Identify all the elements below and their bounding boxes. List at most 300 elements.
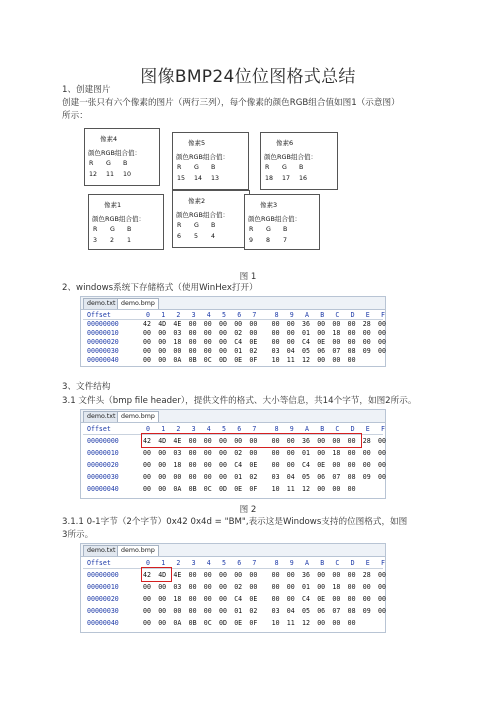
hex-byte[interactable]: 00 [203,329,212,337]
hex-byte[interactable]: 00 [143,338,151,346]
hex-byte[interactable]: 00 [271,583,280,591]
hex-byte[interactable]: 00 [143,619,151,627]
hex-byte[interactable]: 00 [158,595,167,603]
section-3-1-text: 3.1 文件头（bmp file header），提供文件的格式、大小等信息，共14个字节，如图2所示。 [62,396,417,406]
hex-byte[interactable]: 00 [286,320,295,328]
hex-byte[interactable]: 00 [271,437,280,445]
pixel-channel-label: B [211,164,216,171]
hex-byte[interactable]: 18 [332,583,341,591]
hex-byte[interactable]: 18 [173,595,182,603]
hex-byte[interactable]: C4 [302,595,310,603]
hex-byte[interactable]: 00 [378,338,386,346]
hex-byte[interactable]: 00 [158,356,167,364]
hex-row [81,347,385,356]
hex-byte[interactable]: 07 [332,347,341,355]
hex-byte[interactable]: 00 [203,461,212,469]
hex-byte[interactable]: 00 [203,607,212,615]
hex-column-label: 0 [146,311,150,319]
hex-byte[interactable]: 00 [286,329,295,337]
hex-byte[interactable]: 00 [286,595,295,603]
hex-byte[interactable]: 00 [158,485,167,493]
hex-byte[interactable]: 00 [249,320,258,328]
hex-byte[interactable]: 05 [302,607,310,615]
hex-row-offset: 00000040 [87,619,119,627]
hex-byte[interactable]: 00 [158,338,167,346]
hex-byte[interactable]: 00 [143,461,151,469]
hex-file-tab[interactable]: demo.bmp [117,545,159,556]
hex-file-tab[interactable]: demo.bmp [117,411,159,422]
hex-byte[interactable]: 00 [378,473,386,481]
hex-column-label: D [350,311,355,319]
hex-byte[interactable]: 42 [143,571,151,579]
hex-row [81,356,385,365]
hex-byte[interactable]: 07 [332,607,341,615]
hex-byte[interactable]: 00 [143,473,151,481]
hex-byte[interactable]: 00 [362,338,371,346]
hex-byte[interactable]: 00 [203,571,212,579]
hex-row-offset: 00000020 [87,338,119,346]
hex-byte[interactable]: 00 [347,485,356,493]
hex-byte[interactable]: 0B [188,485,197,493]
hex-column-label: 9 [289,425,294,433]
hex-byte[interactable]: 00 [271,329,280,337]
hex-byte[interactable]: 00 [249,449,258,457]
hex-byte[interactable]: 03 [271,347,280,355]
hex-byte[interactable]: 0E [249,595,258,603]
hex-byte[interactable]: 00 [173,473,182,481]
hex-byte[interactable]: 00 [347,449,356,457]
hex-byte[interactable]: 00 [188,461,197,469]
hex-byte[interactable]: 00 [219,583,227,591]
hex-byte[interactable]: 00 [317,320,326,328]
hex-byte[interactable]: 4D [158,571,167,579]
hex-byte[interactable]: 00 [249,437,258,445]
pixel-channel-label: R [89,160,94,167]
hex-byte[interactable]: 00 [173,607,182,615]
pixel-channel-value: 2 [110,237,115,244]
hex-byte[interactable]: 00 [332,595,341,603]
hex-byte[interactable]: 28 [362,320,371,328]
hex-byte[interactable]: 0B [188,356,197,364]
hex-file-tab[interactable]: demo.txt [83,411,119,422]
hex-byte[interactable]: 00 [378,437,386,445]
hex-byte[interactable]: 0E [249,461,258,469]
hex-byte[interactable]: 00 [378,347,386,355]
hex-byte[interactable]: 00 [219,571,227,579]
hex-byte[interactable]: 00 [234,571,243,579]
hex-byte[interactable]: 00 [286,437,295,445]
hex-byte[interactable]: 36 [302,320,310,328]
hex-byte[interactable]: 00 [203,320,212,328]
hex-byte[interactable]: 0A [173,619,182,627]
hex-byte[interactable]: 00 [234,320,243,328]
hex-byte[interactable]: 00 [362,329,371,337]
hex-byte[interactable]: 00 [219,437,227,445]
hex-byte[interactable]: 04 [286,347,295,355]
hex-byte[interactable]: 01 [302,449,310,457]
hex-byte[interactable]: 0E [234,619,243,627]
hex-byte[interactable]: 09 [362,473,371,481]
hex-byte[interactable]: 00 [317,619,326,627]
hex-row-offset: 00000000 [87,571,119,579]
pixel-color-label: 颜色RGB组合值： [264,153,318,161]
hex-byte[interactable]: 18 [332,449,341,457]
hex-byte[interactable]: 01 [234,473,243,481]
hex-byte[interactable]: 01 [302,583,310,591]
hex-byte[interactable]: 09 [362,607,371,615]
hex-byte[interactable]: 00 [271,449,280,457]
hex-byte[interactable]: 02 [234,329,243,337]
pixel-channel-value: 15 [177,175,186,182]
hex-byte[interactable]: 00 [332,320,341,328]
hex-byte[interactable]: 00 [173,347,182,355]
hex-byte[interactable]: 00 [271,595,280,603]
hex-column-label: 7 [252,425,257,433]
hex-column-header [81,557,385,569]
hex-byte[interactable]: 0D [219,356,227,364]
hex-byte[interactable]: 00 [332,461,341,469]
hex-byte[interactable]: C4 [234,461,243,469]
hex-byte[interactable]: 0A [173,485,182,493]
hex-byte[interactable]: 00 [158,461,167,469]
hex-byte[interactable]: 01 [234,607,243,615]
hex-byte[interactable]: 00 [332,437,341,445]
hex-byte[interactable]: 07 [332,473,341,481]
hex-byte[interactable]: 00 [347,356,356,364]
hex-byte[interactable]: 00 [347,571,356,579]
hex-row-offset: 00000020 [87,461,119,469]
hex-byte[interactable]: 02 [249,607,258,615]
hex-byte[interactable]: 0E [234,356,243,364]
hex-byte[interactable]: 10 [271,619,280,627]
hex-byte[interactable]: 03 [173,329,182,337]
hex-byte[interactable]: 03 [173,583,182,591]
hex-byte[interactable]: 00 [143,329,151,337]
hex-byte[interactable]: 01 [234,347,243,355]
hex-byte[interactable]: 04 [286,473,295,481]
hex-byte[interactable]: 4D [158,437,167,445]
hex-byte[interactable]: C4 [234,595,243,603]
hex-byte[interactable]: 00 [347,461,356,469]
hex-byte[interactable]: 00 [158,347,167,355]
hex-byte[interactable]: 4D [158,320,167,328]
hex-byte[interactable]: 00 [332,571,341,579]
hex-row-offset: 00000010 [87,583,119,591]
hex-byte[interactable]: 00 [347,320,356,328]
hex-byte[interactable]: 12 [302,485,310,493]
hex-byte[interactable]: 00 [317,449,326,457]
pixel-color-label: 颜色RGB组合值： [88,149,142,157]
hex-byte[interactable]: 00 [317,329,326,337]
hex-byte[interactable]: 00 [378,583,386,591]
hex-byte[interactable]: 18 [173,338,182,346]
hex-byte[interactable]: 4E [173,437,182,445]
hex-file-tab[interactable]: demo.bmp [117,298,159,309]
hex-byte[interactable]: 00 [188,329,197,337]
hex-column-label: F [381,425,385,433]
hex-byte[interactable]: C4 [302,461,310,469]
hex-byte[interactable]: 00 [203,473,212,481]
hex-byte[interactable]: 0A [173,356,182,364]
hex-offset-label: Offset [87,559,111,567]
hex-byte[interactable]: 18 [173,461,182,469]
hex-row [81,320,385,329]
hex-byte[interactable]: 00 [317,356,326,364]
hex-byte[interactable]: 00 [332,619,341,627]
hex-byte[interactable]: 01 [302,329,310,337]
hex-byte[interactable]: 00 [219,473,227,481]
hex-byte[interactable]: 00 [332,485,341,493]
pixel-channel-value: 17 [282,175,291,182]
hex-column-label: A [305,425,309,433]
highlight-box [141,433,362,448]
hex-row-offset: 00000020 [87,595,119,603]
hex-byte[interactable]: 00 [188,338,197,346]
hex-byte[interactable]: 00 [158,449,167,457]
hex-byte[interactable]: 00 [271,338,280,346]
hex-byte[interactable]: 06 [317,347,326,355]
hex-byte[interactable]: 00 [158,329,167,337]
hex-row-offset: 00000010 [87,329,119,337]
hex-byte[interactable]: 00 [271,320,280,328]
hex-byte[interactable]: 00 [188,347,197,355]
hex-byte[interactable]: 09 [362,347,371,355]
hex-byte[interactable]: 00 [347,329,356,337]
hex-byte[interactable]: 00 [143,607,151,615]
section-3-1-1-text: 3.1.1 0-1字节（2个字节）0x42 0x4d = "BM",表示这是Windows支持的位图格式，如图 [62,517,408,527]
hex-byte[interactable]: 00 [188,320,197,328]
hex-byte[interactable]: 0E [317,595,326,603]
hex-byte[interactable]: 00 [332,338,341,346]
hex-row-offset: 00000030 [87,347,119,355]
hex-byte[interactable]: 00 [347,595,356,603]
section-3-1-1-text-cont: 3所示。 [62,530,94,540]
hex-byte[interactable]: 00 [219,449,227,457]
hex-byte[interactable]: 00 [378,329,386,337]
hex-column-label: 8 [274,425,279,433]
hex-byte[interactable]: 00 [188,571,197,579]
hex-byte[interactable]: 05 [302,473,310,481]
hex-byte[interactable]: 0E [317,461,326,469]
hex-byte[interactable]: 00 [286,461,295,469]
hex-byte[interactable]: 02 [249,473,258,481]
hex-byte[interactable]: 00 [219,338,227,346]
hex-row [81,569,385,581]
hex-column-label: 1 [161,311,166,319]
pixel-channel-value: 4 [211,233,216,240]
hex-byte[interactable]: 08 [347,473,356,481]
pixel-channel-value: 5 [194,233,199,240]
hex-byte[interactable]: 00 [219,347,227,355]
hex-byte[interactable]: 00 [188,437,197,445]
hex-byte[interactable]: 10 [271,485,280,493]
hex-byte[interactable]: 00 [234,437,243,445]
hex-byte[interactable]: 0E [234,485,243,493]
hex-byte[interactable]: 00 [188,473,197,481]
hex-byte[interactable]: 0F [249,485,258,493]
hex-byte[interactable]: C4 [234,338,243,346]
pixel-channel-label: G [282,164,287,171]
hex-byte[interactable]: 00 [203,347,212,355]
hex-byte[interactable]: 00 [203,449,212,457]
hex-byte[interactable]: 00 [271,571,280,579]
hex-byte[interactable]: 00 [271,461,280,469]
hex-byte[interactable]: 00 [158,619,167,627]
hex-byte[interactable]: 00 [332,356,341,364]
hex-row [81,338,385,347]
hex-byte[interactable]: 28 [362,571,371,579]
hex-byte[interactable]: 00 [219,607,227,615]
pixel-color-label: 颜色RGB组合值： [176,153,230,161]
hex-byte[interactable]: 00 [188,449,197,457]
pixel-channel-value: 13 [211,175,220,182]
pixel-channel-label: B [127,226,132,233]
hex-byte[interactable]: 02 [249,347,258,355]
hex-byte[interactable]: 0C [203,619,212,627]
hex-byte[interactable]: 11 [286,485,295,493]
hex-byte[interactable]: 00 [347,583,356,591]
hex-row [81,593,385,605]
hex-column-label: B [320,311,325,319]
hex-byte[interactable]: 0D [219,485,227,493]
hex-byte[interactable]: 00 [143,449,151,457]
hex-byte[interactable]: 00 [249,329,258,337]
hex-byte[interactable]: 00 [143,356,151,364]
hex-byte[interactable]: 03 [271,473,280,481]
hex-byte[interactable]: C4 [302,338,310,346]
hex-byte[interactable]: 0D [219,619,227,627]
hex-byte[interactable]: 00 [362,461,371,469]
hex-byte[interactable]: 11 [286,619,295,627]
pixel-channel-label: B [211,222,216,229]
hex-byte[interactable]: 4E [173,571,182,579]
hex-byte[interactable]: 0E [249,338,258,346]
hex-byte[interactable]: 04 [286,607,295,615]
hex-row [81,581,385,593]
hex-byte[interactable]: 18 [332,329,341,337]
hex-byte[interactable]: 00 [347,338,356,346]
hex-byte[interactable]: 00 [286,583,295,591]
hex-byte[interactable]: 00 [286,449,295,457]
hex-byte[interactable]: 02 [234,449,243,457]
hex-view-2 [80,409,386,499]
hex-byte[interactable]: 00 [378,595,386,603]
hex-column-label: 0 [146,425,150,433]
hex-byte[interactable]: 11 [286,356,295,364]
hex-byte[interactable]: 0C [203,485,212,493]
pixel-channel-value: 10 [123,171,132,178]
hex-byte[interactable]: 02 [234,583,243,591]
hex-byte[interactable]: 00 [219,595,227,603]
hex-byte[interactable]: 00 [362,583,371,591]
hex-byte[interactable]: 00 [317,437,326,445]
hex-byte[interactable]: 0C [203,356,212,364]
hex-byte[interactable]: 00 [362,595,371,603]
hex-byte[interactable]: 00 [347,437,356,445]
hex-byte[interactable]: 12 [302,356,310,364]
hex-byte[interactable]: 0F [249,619,258,627]
pixel-box [88,194,164,250]
section-2-heading: 2、windows系统下存储格式（使用WinHex打开） [62,283,258,293]
hex-byte[interactable]: 00 [378,449,386,457]
hex-byte[interactable]: 0E [317,338,326,346]
hex-byte[interactable]: 00 [188,607,197,615]
hex-byte[interactable]: 00 [249,571,258,579]
hex-byte[interactable]: 00 [347,619,356,627]
hex-byte[interactable]: 36 [302,571,310,579]
hex-byte[interactable]: 00 [286,338,295,346]
hex-byte[interactable]: 00 [249,583,258,591]
hex-byte[interactable]: 00 [317,485,326,493]
pixel-name: 像素3 [260,201,278,209]
hex-byte[interactable]: 0F [249,356,258,364]
hex-byte[interactable]: 00 [143,485,151,493]
hex-byte[interactable]: 00 [317,571,326,579]
pixel-name: 像素2 [188,197,206,205]
hex-byte[interactable]: 00 [219,329,227,337]
hex-row [81,471,385,483]
hex-column-label: A [305,559,309,567]
hex-byte[interactable]: 00 [203,338,212,346]
hex-byte[interactable]: 28 [362,437,371,445]
hex-column-label: C [335,425,340,433]
hex-file-tab[interactable]: demo.txt [83,545,119,556]
hex-byte[interactable]: 06 [317,607,326,615]
hex-byte[interactable]: 05 [302,347,310,355]
hex-byte[interactable]: 10 [271,356,280,364]
hex-byte[interactable]: 42 [143,320,151,328]
hex-byte[interactable]: 00 [158,583,167,591]
hex-byte[interactable]: 00 [362,449,371,457]
hex-byte[interactable]: 00 [203,437,212,445]
hex-byte[interactable]: 00 [219,320,227,328]
pixel-channel-value: 11 [106,171,115,178]
hex-byte[interactable]: 03 [271,607,280,615]
hex-byte[interactable]: 06 [317,473,326,481]
hex-byte[interactable]: 00 [219,461,227,469]
hex-byte[interactable]: 00 [203,595,212,603]
hex-byte[interactable]: 00 [378,461,386,469]
hex-column-label: E [365,311,370,319]
hex-byte[interactable]: 00 [378,320,386,328]
hex-byte[interactable]: 00 [317,583,326,591]
hex-byte[interactable]: 00 [143,595,151,603]
hex-byte[interactable]: 00 [188,583,197,591]
hex-byte[interactable]: 00 [143,347,151,355]
hex-column-label: 6 [237,311,242,319]
hex-file-tab[interactable]: demo.txt [83,298,119,309]
hex-byte[interactable]: 08 [347,607,356,615]
hex-byte[interactable]: 00 [158,473,167,481]
hex-byte[interactable]: 00 [378,571,386,579]
hex-byte[interactable]: 36 [302,437,310,445]
hex-byte[interactable]: 03 [173,449,182,457]
hex-column-label: 6 [237,559,242,567]
hex-byte[interactable]: 42 [143,437,151,445]
hex-byte[interactable]: 00 [143,583,151,591]
hex-byte[interactable]: 00 [203,583,212,591]
hex-byte[interactable]: 4E [173,320,182,328]
hex-byte[interactable]: 00 [286,571,295,579]
hex-byte[interactable]: 00 [188,595,197,603]
hex-byte[interactable]: 0B [188,619,197,627]
pixel-channel-value: 18 [265,175,274,182]
pixel-box [244,194,320,250]
hex-byte[interactable]: 00 [158,607,167,615]
hex-byte[interactable]: 08 [347,347,356,355]
hex-byte[interactable]: 00 [378,607,386,615]
hex-byte[interactable]: 12 [302,619,310,627]
